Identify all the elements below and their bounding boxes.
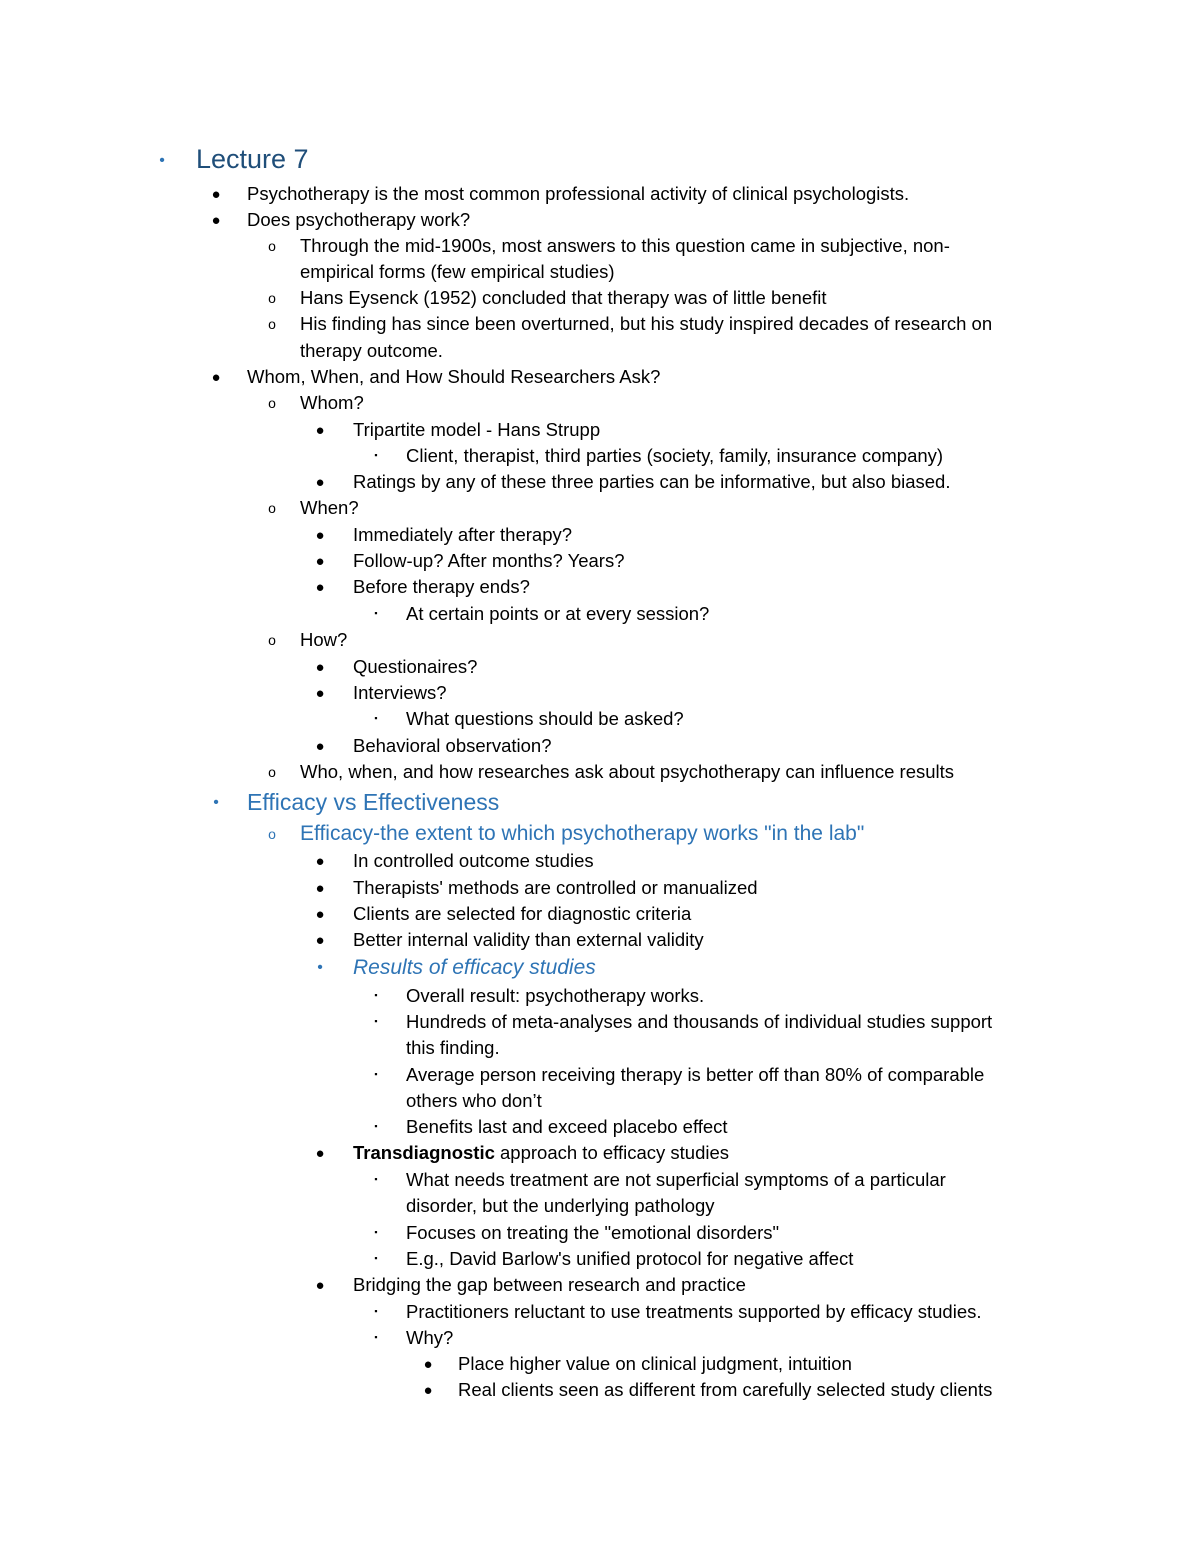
bullet-square: ▪ — [374, 713, 378, 723]
result-2-cont: this finding. — [406, 1037, 500, 1058]
does-work-point-1: Through the mid-1900s, most answers to this question came in subjective, non- — [300, 235, 950, 256]
result-3-cont: others who don’t — [406, 1090, 542, 1111]
how-label: How? — [300, 629, 348, 650]
bullet-square: ▪ — [374, 450, 378, 460]
who-when-how-summary: Who, when, and how researches ask about psychotherapy can influence results — [300, 761, 955, 782]
bullet-dot: ● — [315, 853, 325, 870]
page-title: Lecture 7 — [196, 144, 309, 174]
bullet-dot: ● — [315, 1277, 325, 1294]
bullet-square: ▪ — [374, 1121, 378, 1131]
bullet-dot: ● — [315, 553, 325, 570]
bullet-circle: o — [268, 500, 276, 516]
when-label: When? — [300, 497, 359, 518]
bullet-square: ▪ — [374, 1253, 378, 1263]
bullet-square: ▪ — [374, 1016, 378, 1026]
bullet-circle: o — [268, 290, 276, 306]
bullet-dot: ● — [315, 527, 325, 544]
bullet-dot: ● — [315, 906, 325, 923]
bridging-point-2: Why? — [406, 1327, 454, 1348]
transdiagnostic-rest: approach to efficacy studies — [494, 1142, 730, 1163]
bullet-dot: ● — [315, 932, 325, 949]
efficacy-point-3: Clients are selected for diagnostic criteria — [353, 903, 692, 924]
whom-label: Whom? — [300, 392, 364, 413]
does-work-point-3: His finding has since been overturned, but his study inspired decades of research on — [300, 313, 993, 334]
bullet-dot: ● — [315, 422, 325, 439]
result-1: Overall result: psychotherapy works. — [406, 985, 705, 1006]
bullet-dot: ● — [315, 880, 325, 897]
result-3: Average person receiving therapy is better off than 80% of comparable — [406, 1064, 985, 1085]
heading-bullet: • — [317, 959, 323, 976]
bullet-dot: ● — [315, 738, 325, 755]
how-behavioral: Behavioral observation? — [353, 735, 552, 756]
result-2: Hundreds of meta-analyses and thousands of individual studies support — [406, 1011, 993, 1032]
bullet-dot: ● — [211, 186, 221, 203]
bullet-square: ▪ — [374, 608, 378, 618]
when-immediately: Immediately after therapy? — [353, 524, 573, 545]
result-4: Benefits last and exceed placebo effect — [406, 1116, 728, 1137]
when-certain-points: At certain points or at every session? — [406, 603, 710, 624]
bullet-square: ▪ — [374, 1306, 378, 1316]
does-work-point-3-cont: therapy outcome. — [300, 340, 443, 361]
ratings-point: Ratings by any of these three parties can be informative, but also biased. — [353, 471, 951, 492]
transdiagnostic-point-3: E.g., David Barlow's unified protocol for negative affect — [406, 1248, 854, 1269]
bullet-circle: o — [268, 238, 276, 254]
why-point-2: Real clients seen as different from carefully selected study clients — [458, 1379, 993, 1400]
transdiagnostic-point-1-cont: disorder, but the underlying pathology — [406, 1195, 715, 1216]
whom-when-how-heading: Whom, When, and How Should Researchers Ask? — [247, 366, 661, 387]
bridging-point-1: Practitioners reluctant to use treatments supported by efficacy studies. — [406, 1301, 982, 1322]
bullet-circle: o — [268, 764, 276, 780]
bullet-square: ▪ — [374, 1227, 378, 1237]
results-heading: Results of efficacy studies — [353, 956, 596, 979]
bullet-square: ▪ — [374, 1332, 378, 1342]
bridging-heading: Bridging the gap between research and practice — [353, 1274, 746, 1295]
parties-list: Client, therapist, third parties (society, family, insurance company) — [406, 445, 944, 466]
efficacy-point-1: In controlled outcome studies — [353, 850, 594, 871]
bullet-dot: ● — [315, 659, 325, 676]
bullet-circle: o — [268, 632, 276, 648]
efficacy-definition: Efficacy-the extent to which psychotherapy works "in the lab" — [300, 822, 865, 845]
transdiagnostic-term: Transdiagnostic — [353, 1142, 495, 1163]
how-interviews: Interviews? — [353, 682, 447, 703]
bullet-dot: ● — [315, 579, 325, 596]
intro-line-1: Psychotherapy is the most common professional activity of clinical psychologists. — [247, 183, 910, 204]
efficacy-point-2: Therapists' methods are controlled or manualized — [353, 877, 758, 898]
transdiagnostic-point-1: What needs treatment are not superficial symptoms of a particular — [406, 1169, 946, 1190]
efficacy-point-4: Better internal validity than external validity — [353, 929, 704, 950]
when-followup: Follow-up? After months? Years? — [353, 550, 625, 571]
transdiagnostic-line — [353, 1144, 729, 1163]
how-what-questions: What questions should be asked? — [406, 708, 684, 729]
heading-bullet: • — [213, 794, 219, 811]
bullet-dot: ● — [211, 212, 221, 229]
how-questionaires: Questionaires? — [353, 656, 478, 677]
bullet-square: ▪ — [374, 1174, 378, 1184]
bullet-circle: o — [268, 316, 276, 332]
bullet-dot: ● — [211, 369, 221, 386]
when-before-ends: Before therapy ends? — [353, 576, 530, 597]
tripartite-model: Tripartite model - Hans Strupp — [353, 419, 601, 440]
transdiagnostic-point-2: Focuses on treating the "emotional disorders" — [406, 1222, 780, 1243]
bullet-dot: ● — [423, 1356, 433, 1373]
heading-bullet: • — [159, 152, 165, 169]
bullet-square: ▪ — [374, 1069, 378, 1079]
does-work-point-2: Hans Eysenck (1952) concluded that therapy was of little benefit — [300, 287, 827, 308]
does-work-point-1-cont: empirical forms (few empirical studies) — [300, 261, 615, 282]
bullet-circle: o — [268, 826, 276, 842]
bullet-square: ▪ — [374, 990, 378, 1000]
bullet-dot: ● — [315, 474, 325, 491]
intro-line-2: Does psychotherapy work? — [247, 209, 471, 230]
bullet-dot: ● — [315, 685, 325, 702]
bullet-circle: o — [268, 395, 276, 411]
bullet-dot: ● — [315, 1145, 325, 1162]
bullet-dot: ● — [423, 1382, 433, 1399]
efficacy-heading: Efficacy vs Effectiveness — [247, 789, 500, 815]
why-point-1: Place higher value on clinical judgment, intuition — [458, 1353, 852, 1374]
